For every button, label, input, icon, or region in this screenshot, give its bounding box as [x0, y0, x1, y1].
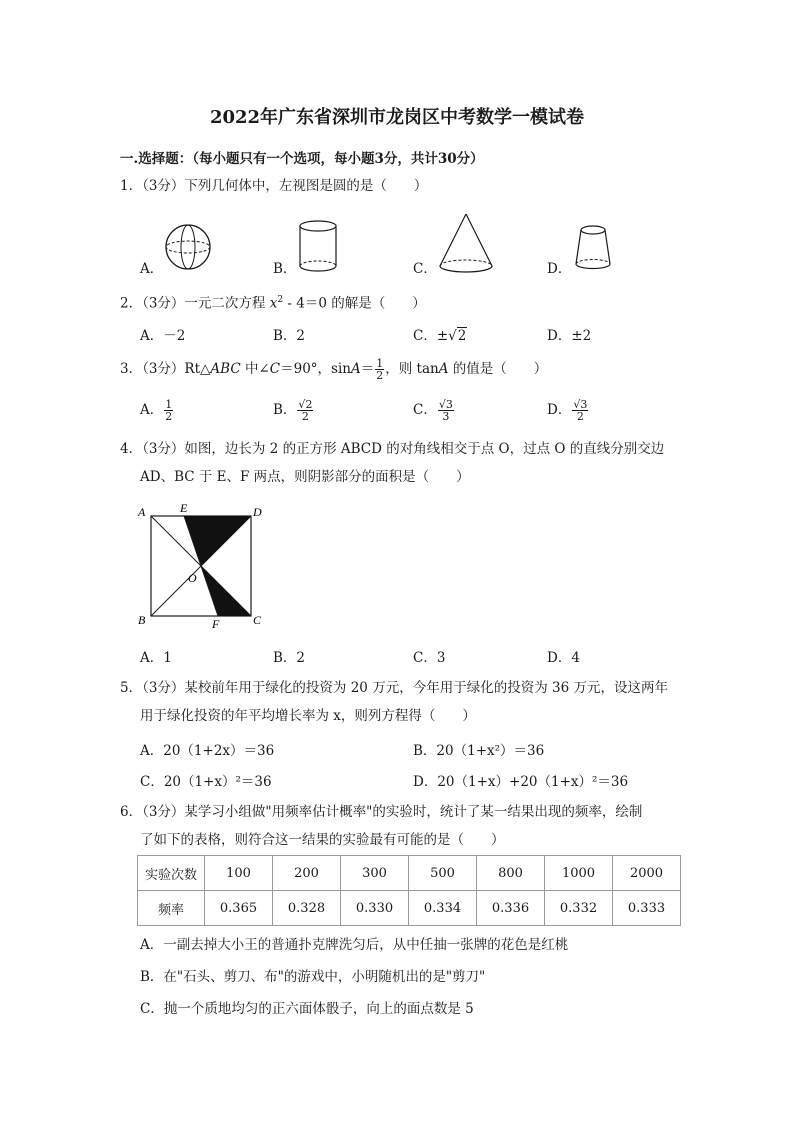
question-6-line1: 6．（3分）某学习小组做"用频率估计概率"的实验时，统计了某一结果出现的频率，绘制: [120, 804, 643, 820]
table-cell: 0.330: [341, 891, 409, 926]
frac-den: 2: [301, 410, 309, 423]
q1-option-b: B．: [273, 261, 297, 277]
q3-stem-post: ，则 tan: [385, 361, 439, 377]
table-cell: 0.336: [477, 891, 545, 926]
q3-option-a: [140, 398, 174, 422]
q5-option-d: D．20（1+x）+20（1+x）²＝36: [413, 774, 629, 790]
q3-option-b: [273, 398, 314, 422]
question-3-stem: [120, 358, 547, 381]
table-header-cell: 实验次数: [138, 856, 205, 891]
table-cell: 0.365: [205, 891, 273, 926]
table-row: [138, 856, 681, 891]
table-cell: 200: [273, 856, 341, 891]
page-title: 2022年广东省深圳市龙岗区中考数学一模试卷: [209, 107, 585, 128]
table-cell: 0.328: [273, 891, 341, 926]
section-heading: 一.选择题：（每小题只有一个选项，每小题3分，共计30分）: [120, 151, 484, 167]
label-a: A: [138, 505, 146, 519]
table-cell: 0.332: [545, 891, 613, 926]
table-cell: 100: [205, 856, 273, 891]
q3-option-d: [547, 398, 589, 422]
q3-option-c: [413, 398, 455, 422]
question-2-stem: [120, 290, 426, 314]
radicand: 2: [305, 398, 313, 411]
option-label: C．: [413, 402, 437, 418]
sqrt-symbol: √2: [448, 328, 467, 344]
table-cell: 1000: [545, 856, 613, 891]
fraction: [572, 399, 588, 422]
q2-option-b: B．2: [273, 328, 306, 344]
q3-stem-pre: 3．（3分）Rt△: [120, 361, 211, 377]
q2-option-a: A．－2: [140, 328, 186, 344]
q5-option-c: C．20（1+x）²＝36: [140, 774, 272, 790]
table-cell: 500: [409, 856, 477, 891]
radicand: 3: [580, 398, 588, 411]
fraction: [164, 399, 173, 422]
q6-option-a: A．一副去掉大小王的普通扑克牌洗匀后，从中任抽一张牌的花色是红桃: [140, 937, 569, 953]
q5-option-a: A．20（1+2x）＝36: [140, 743, 275, 759]
q4-option-c: C．3: [413, 650, 446, 666]
table-cell: 2000: [613, 856, 681, 891]
label-f: F: [212, 617, 220, 630]
table-row: [138, 891, 681, 926]
fraction: [438, 399, 454, 422]
q5-option-b: B．20（1+x²）＝36: [413, 743, 545, 759]
q1-option-c: C．: [413, 261, 437, 277]
table-cell: 300: [341, 856, 409, 891]
q3-stem-mid: 中∠: [240, 361, 270, 377]
frac-den: 3: [442, 410, 450, 423]
q1-option-a: A．: [140, 261, 164, 277]
label-o: O: [188, 571, 197, 585]
fraction: [297, 399, 313, 422]
q2-option-c: [413, 324, 467, 344]
shaded-region-bottom: [201, 566, 251, 616]
frequency-table: [137, 855, 681, 926]
frac-num: √2: [298, 398, 313, 411]
cylinder-icon: [296, 218, 340, 276]
table-cell: 0.334: [409, 891, 477, 926]
q1-option-d: D．: [547, 261, 572, 277]
question-1-stem: 1．（3分）下列几何体中，左视图是圆的是（ ）: [120, 178, 428, 194]
table-cell: 0.333: [613, 891, 681, 926]
q3-angle: C: [269, 361, 281, 377]
frac-den: 2: [576, 410, 584, 423]
q2-option-d: D．±2: [547, 328, 592, 344]
label-c: C: [253, 613, 262, 627]
square-diagram: [134, 500, 269, 630]
sphere-icon: [163, 223, 213, 273]
q2-exp: 2: [277, 295, 284, 305]
cone-icon: [436, 212, 496, 276]
frac-num: 1: [376, 357, 384, 370]
q2-stem-pre: 2．（3分）一元二次方程: [120, 295, 266, 312]
q3-fraction: [375, 358, 384, 381]
q3-stem-end: 的值是（ ）: [448, 361, 548, 377]
option-label: A．: [140, 402, 164, 418]
q3-stem-mid2: ＝90°，sin: [280, 361, 351, 377]
question-5-line1: 5．（3分）某校前年用于绿化的投资为 20 万元，今年用于绿化的投资为 36 万元，设这两年: [120, 680, 668, 696]
q3-tri: ABC: [210, 361, 241, 377]
question-5-line2: 用于绿化投资的年平均增长率为 x，则列方程得（ ）: [140, 708, 476, 724]
q4-option-a: A．1: [140, 650, 172, 666]
q6-option-c: C．抛一个质地均匀的正六面体骰子，向上的面点数是 5: [140, 1001, 474, 1017]
option-label: D．: [547, 402, 572, 418]
frustum-icon: [573, 224, 613, 272]
radicand: 3: [445, 398, 453, 411]
frac-num: 1: [165, 398, 173, 411]
question-6-line2: 了如下的表格，则符合这一结果的实验最有可能的是（ ）: [140, 832, 505, 848]
q4-option-b: B．2: [273, 650, 306, 666]
q2-option-c-label: C．±: [413, 328, 449, 344]
q3-eq: ＝: [360, 361, 375, 377]
frac-num: √3: [438, 398, 453, 411]
frac-num: √3: [573, 398, 588, 411]
q4-option-d: D．4: [547, 650, 580, 666]
table-header-cell: 频率: [138, 891, 205, 926]
q2-var: x: [269, 295, 278, 312]
table-cell: 800: [477, 856, 545, 891]
q2-sqrt-radicand: 2: [457, 328, 467, 344]
label-b: B: [138, 613, 146, 627]
q2-stem-post: - 4＝0 的解是（ ）: [283, 295, 426, 312]
frac-den: 2: [165, 410, 173, 423]
q3-tan-var: A: [438, 361, 449, 377]
label-d: D: [253, 505, 262, 519]
option-label: B．: [273, 402, 297, 418]
frac-den: 2: [376, 369, 384, 382]
q3-sin-var: A: [350, 361, 361, 377]
q6-option-b: B．在"石头、剪刀、布"的游戏中，小明随机出的是"剪刀": [140, 969, 486, 985]
label-e: E: [180, 501, 188, 515]
question-4-line2: AD、BC 于 E、F 两点，则阴影部分的面积是（ ）: [140, 469, 470, 485]
question-4-line1: 4．（3分）如图，边长为 2 的正方形 ABCD 的对角线相交于点 O，过点 O 的直线分别交边: [120, 441, 665, 457]
